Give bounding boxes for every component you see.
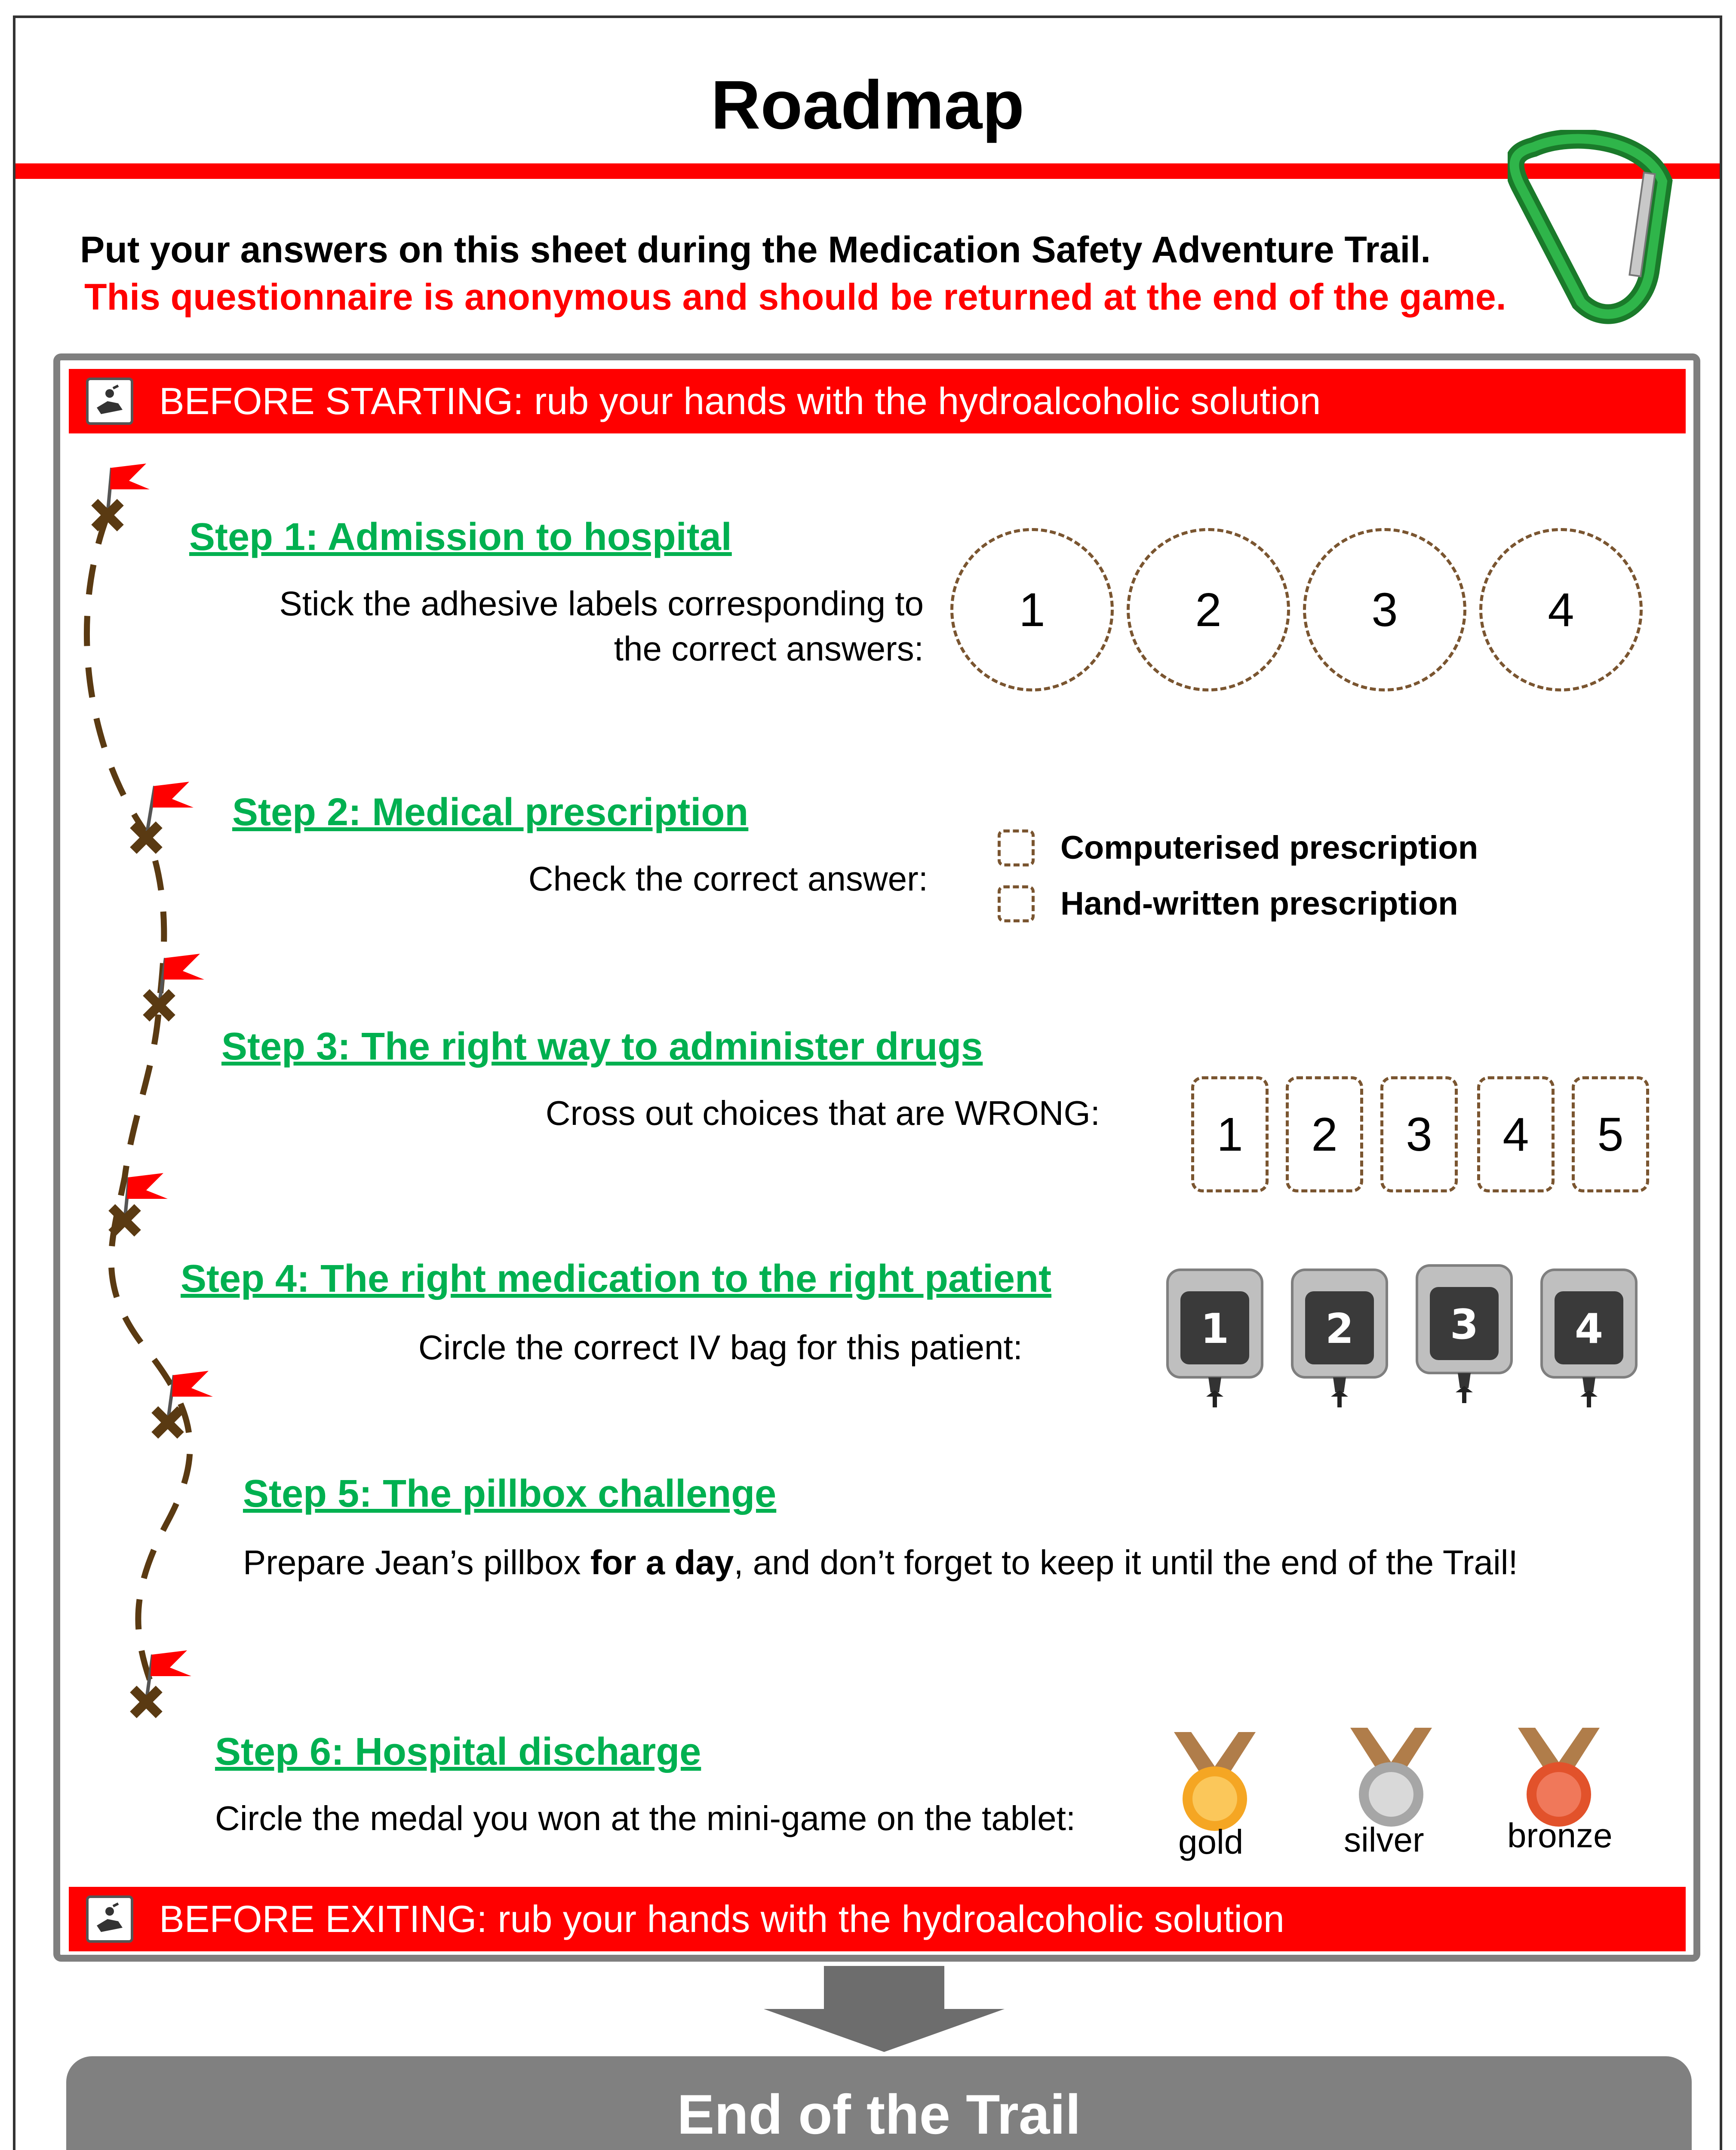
step-3-instruction: Cross out choices that are WRONG: <box>545 1094 1100 1132</box>
gold-medal-icon[interactable] <box>1165 1728 1264 1835</box>
medal-label-bronze: bronze <box>1507 1816 1613 1855</box>
choice-box[interactable]: 3 <box>1380 1076 1458 1192</box>
option-computerised[interactable] <box>998 829 1478 866</box>
flag-icon <box>95 464 150 528</box>
iv-bag-icon[interactable] <box>1290 1268 1389 1410</box>
step-3-title: Step 3: The right way to administer drugs <box>221 1025 983 1068</box>
step-5-instruction: Prepare Jean’s pillbox for a day, and don’t forget to keep it until the end of the Trail! <box>243 1543 1518 1582</box>
down-arrow-icon <box>764 1966 1005 2052</box>
page-title: Roadmap <box>711 66 1024 143</box>
iv-bag-icon[interactable] <box>1415 1263 1514 1405</box>
anonymity-notice: This questionnaire is anonymous and should be returned at the end of the game. <box>84 276 1506 318</box>
step-4-instruction: Circle the correct IV bag for this patient: <box>418 1328 1023 1367</box>
steps-panel <box>53 353 1700 1962</box>
roadmap-sheet <box>13 15 1722 2150</box>
medal-label-gold: gold <box>1178 1823 1244 1861</box>
exit-band-text: BEFORE EXITING: rub your hands with the hydroalcoholic solution <box>159 1898 1284 1940</box>
silver-medal-icon[interactable] <box>1342 1723 1441 1831</box>
label-slot[interactable]: 4 <box>1479 528 1643 691</box>
step-6-instruction: Circle the medal you won at the mini-game on the tablet: <box>215 1799 1076 1837</box>
step-4-title: Step 4: The right medication to the right patient <box>181 1257 1052 1300</box>
step-1-instruction-line2: the correct answers: <box>614 630 924 668</box>
label-slot[interactable]: 1 <box>950 528 1114 691</box>
choice-box[interactable]: 5 <box>1572 1076 1649 1192</box>
step-2-instruction: Check the correct answer: <box>528 860 928 898</box>
choice-box[interactable]: 1 <box>1191 1076 1269 1192</box>
step-1-instruction-line1: Stick the adhesive labels corresponding to <box>279 584 924 623</box>
iv-bag-number: 3 <box>1450 1301 1479 1348</box>
option-label: Hand-written prescription <box>1060 885 1458 922</box>
choice-box[interactable]: 4 <box>1477 1076 1555 1192</box>
iv-bag-icon[interactable] <box>1539 1268 1638 1410</box>
start-band-text: BEFORE STARTING: rub your hands with the hydroalcoholic solution <box>159 380 1321 422</box>
label-slot[interactable]: 3 <box>1303 528 1466 691</box>
end-of-trail-box <box>66 2056 1692 2150</box>
iv-bag-number: 4 <box>1574 1305 1604 1353</box>
iv-bag-number: 1 <box>1200 1305 1229 1353</box>
checkbox[interactable] <box>998 829 1035 866</box>
iv-bag-icon[interactable] <box>1165 1268 1264 1410</box>
choice-box[interactable]: 2 <box>1286 1076 1363 1192</box>
step-5-title: Step 5: The pillbox challenge <box>243 1472 777 1515</box>
step-6-title: Step 6: Hospital discharge <box>215 1730 701 1773</box>
medal-label-silver: silver <box>1344 1821 1424 1859</box>
step-1-title: Step 1: Admission to hospital <box>189 516 732 559</box>
intro-instruction: Put your answers on this sheet during the Medication Safety Adventure Trail. <box>80 229 1431 270</box>
carabiner-icon <box>1508 130 1693 336</box>
label-slot[interactable]: 2 <box>1127 528 1290 691</box>
option-label: Computerised prescription <box>1060 829 1478 866</box>
end-title: End of the Trail <box>677 2083 1081 2146</box>
iv-bag-number: 2 <box>1325 1305 1354 1353</box>
title-divider <box>15 163 1720 179</box>
step-2-title: Step 2: Medical prescription <box>232 791 749 834</box>
exit-band <box>69 1887 1686 1951</box>
checkbox[interactable] <box>998 885 1035 922</box>
hand-wash-icon <box>86 1895 133 1943</box>
bronze-medal-icon[interactable] <box>1509 1723 1608 1831</box>
option-hand-written[interactable] <box>998 885 1458 922</box>
